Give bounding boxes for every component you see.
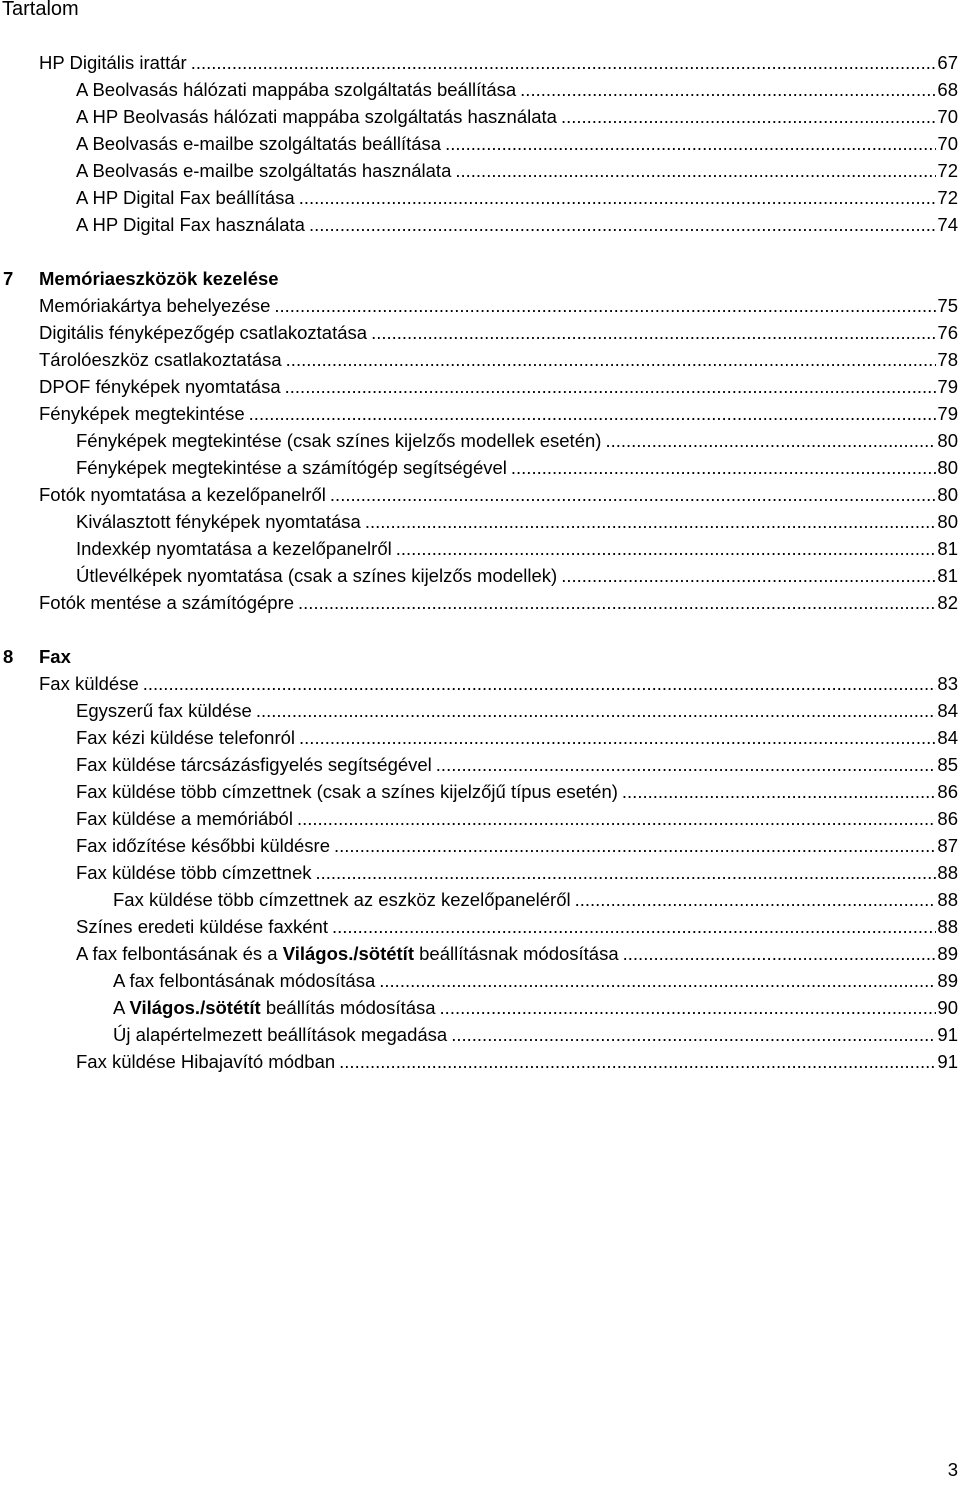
toc-entry-page: 72: [937, 160, 958, 181]
toc-entry[interactable]: [0, 427, 960, 454]
toc-entry-title: Fax küldése több címzettnek: [76, 862, 312, 883]
toc-entry-page: 70: [937, 133, 958, 154]
dot-leader: [332, 913, 936, 940]
toc-entry-title: Fényképek megtekintése: [39, 403, 245, 424]
dot-leader: [622, 778, 937, 805]
toc-entry-title: Útlevélképek nyomtatása (csak a színes kijelzős modellek): [76, 565, 558, 586]
toc-entry-title: Fényképek megtekintése a számítógép segítségével: [76, 457, 507, 478]
dot-leader: [249, 400, 937, 427]
chapter-number: 8: [3, 646, 14, 667]
toc-entry-page: 82: [937, 592, 958, 613]
toc-chapter-heading[interactable]: [0, 265, 960, 292]
toc-entry[interactable]: [0, 886, 960, 913]
chapter-title: Fax: [39, 646, 71, 667]
toc-entry[interactable]: [0, 76, 960, 103]
toc-entry-title-bold-part: Világos./sötétít: [282, 943, 414, 964]
toc-entry-page: 67: [937, 52, 958, 73]
dot-leader: [297, 805, 936, 832]
toc-entry-page: 89: [937, 970, 958, 991]
toc-entry-title: Egyszerű fax küldése: [76, 700, 252, 721]
toc-entry-title: A fax felbontásának módosítása: [113, 970, 376, 991]
toc-entry-page: 86: [937, 808, 958, 829]
toc-entry-title: Új alapértelmezett beállítások megadása: [113, 1024, 448, 1045]
toc-entry-title: Fotók nyomtatása a kezelőpanelről: [39, 484, 326, 505]
toc-entry-title: Fax küldése Hibajavító módban: [76, 1051, 336, 1072]
toc-entry[interactable]: [0, 805, 960, 832]
toc-entry-title: Fax küldése a memóriából: [76, 808, 293, 829]
toc-entry-page: 91: [937, 1024, 958, 1045]
toc-entry[interactable]: [0, 373, 960, 400]
dot-leader: [440, 994, 937, 1021]
dot-leader: [396, 535, 937, 562]
page-number: 3: [947, 1459, 958, 1480]
dot-leader: [256, 697, 937, 724]
toc-entry-page: 68: [937, 79, 958, 100]
toc-entry-title: [113, 994, 436, 1021]
dot-leader: [605, 427, 936, 454]
toc-entry-page: 80: [937, 430, 958, 451]
dot-leader: [520, 76, 936, 103]
toc-entry-page: 90: [937, 997, 958, 1018]
dot-leader: [511, 454, 937, 481]
dot-leader: [575, 886, 937, 913]
toc-entry-title: Fax kézi küldése telefonról: [76, 727, 296, 748]
toc-entry[interactable]: [0, 211, 960, 238]
toc-entry-page: 80: [937, 484, 958, 505]
toc-entry-page: 76: [937, 322, 958, 343]
toc-entry[interactable]: [0, 913, 960, 940]
dot-leader: [299, 184, 937, 211]
toc-entry[interactable]: [0, 319, 960, 346]
toc-spacer: [0, 616, 960, 643]
toc-entry-title: [76, 940, 619, 967]
toc-entry-page: 81: [937, 538, 958, 559]
toc-entry-title: A HP Digital Fax használata: [76, 214, 305, 235]
dot-leader: [191, 49, 937, 76]
dot-leader: [561, 103, 936, 130]
dot-leader: [334, 832, 936, 859]
toc-entry-page: 88: [937, 862, 958, 883]
page-header-title: Tartalom: [2, 0, 79, 20]
chapter-number: 7: [3, 268, 14, 289]
toc-spacer: [0, 238, 960, 265]
toc-entry-title: A HP Beolvasás hálózati mappába szolgáltatás használata: [76, 106, 557, 127]
toc-entry-title-part: A: [113, 997, 130, 1018]
toc-entry[interactable]: [0, 157, 960, 184]
toc-chapter-heading[interactable]: [0, 643, 960, 670]
toc-entry[interactable]: [0, 184, 960, 211]
toc-entry-title-part: beállításnak módosítása: [413, 943, 619, 964]
dot-leader: [143, 670, 937, 697]
dot-leader: [455, 157, 936, 184]
toc-entry-title: A Beolvasás e-mailbe szolgáltatás használata: [76, 160, 452, 181]
toc-entry-page: 80: [937, 457, 958, 478]
toc-entry-title: Színes eredeti küldése faxként: [76, 916, 328, 937]
toc-entry[interactable]: [0, 562, 960, 589]
toc-entry[interactable]: [0, 346, 960, 373]
toc-entry[interactable]: [0, 670, 960, 697]
toc-entry-page: 74: [937, 214, 958, 235]
toc-entry-page: 86: [937, 781, 958, 802]
toc-entry-title: A Beolvasás hálózati mappába szolgáltatás beállítása: [76, 79, 517, 100]
toc-entry[interactable]: [0, 535, 960, 562]
table-of-contents: [0, 49, 960, 1075]
dot-leader: [298, 589, 936, 616]
toc-entry-page: 72: [937, 187, 958, 208]
toc-entry[interactable]: [0, 589, 960, 616]
toc-entry[interactable]: [0, 940, 960, 967]
toc-entry-page: 70: [937, 106, 958, 127]
toc-entry-title-part: A fax felbontásának és a: [76, 943, 283, 964]
toc-entry[interactable]: [0, 400, 960, 427]
toc-entry[interactable]: [0, 292, 960, 319]
toc-entry-page: 81: [937, 565, 958, 586]
toc-entry[interactable]: [0, 859, 960, 886]
dot-leader: [299, 724, 936, 751]
toc-entry[interactable]: [0, 103, 960, 130]
toc-entry-page: 84: [937, 700, 958, 721]
dot-leader: [436, 751, 937, 778]
dot-leader: [623, 940, 937, 967]
dot-leader: [339, 1048, 936, 1075]
toc-entry-page: 83: [937, 673, 958, 694]
toc-entry[interactable]: [0, 994, 960, 1021]
toc-entry-title: A HP Digital Fax beállítása: [76, 187, 295, 208]
toc-entry[interactable]: [0, 832, 960, 859]
toc-entry[interactable]: [0, 724, 960, 751]
toc-entry[interactable]: [0, 508, 960, 535]
toc-entry-title: HP Digitális irattár: [39, 52, 187, 73]
toc-entry-title: DPOF fényképek nyomtatása: [39, 376, 281, 397]
toc-entry[interactable]: [0, 1021, 960, 1048]
toc-entry-title: Fax küldése tárcsázásfigyelés segítségével: [76, 754, 432, 775]
dot-leader: [561, 562, 936, 589]
toc-entry-page: 80: [937, 511, 958, 532]
toc-entry-page: 88: [937, 889, 958, 910]
dot-leader: [330, 481, 937, 508]
toc-entry-page: 87: [937, 835, 958, 856]
dot-leader: [309, 211, 936, 238]
dot-leader: [274, 292, 936, 319]
dot-leader: [285, 373, 937, 400]
toc-entry-page: 78: [937, 349, 958, 370]
toc-entry-page: 84: [937, 727, 958, 748]
dot-leader: [315, 859, 936, 886]
toc-entry-title: Fax időzítése későbbi küldésre: [76, 835, 330, 856]
dot-leader: [451, 1021, 936, 1048]
toc-entry-title: Tárolóeszköz csatlakoztatása: [39, 349, 282, 370]
dot-leader: [445, 130, 936, 157]
dot-leader: [286, 346, 937, 373]
toc-entry[interactable]: [0, 778, 960, 805]
toc-entry-title-part: beállítás módosítása: [260, 997, 436, 1018]
toc-entry-page: 75: [937, 295, 958, 316]
dot-leader: [371, 319, 936, 346]
toc-entry[interactable]: [0, 481, 960, 508]
dot-leader: [379, 967, 936, 994]
chapter-title: Memóriaeszközök kezelése: [39, 268, 279, 289]
toc-entry-title: Fényképek megtekintése (csak színes kijelzős modellek esetén): [76, 430, 602, 451]
toc-entry-title: Fotók mentése a számítógépre: [39, 592, 295, 613]
toc-entry-title-bold-part: Világos./sötétít: [129, 997, 261, 1018]
toc-entry[interactable]: [0, 130, 960, 157]
toc-entry[interactable]: [0, 454, 960, 481]
toc-entry-title: Fax küldése több címzettnek az eszköz kezelőpaneléről: [113, 889, 571, 910]
toc-entry-title: Kiválasztott fényképek nyomtatása: [76, 511, 361, 532]
toc-entry-title: Memóriakártya behelyezése: [39, 295, 271, 316]
toc-entry[interactable]: [0, 967, 960, 994]
toc-entry[interactable]: [0, 751, 960, 778]
toc-entry-page: 79: [937, 403, 958, 424]
toc-entry[interactable]: [0, 1048, 960, 1075]
dot-leader: [365, 508, 937, 535]
toc-entry-page: 79: [937, 376, 958, 397]
toc-entry-title: Fax küldése több címzettnek (csak a színes kijelzőjű típus esetén): [76, 781, 618, 802]
toc-entry[interactable]: [0, 49, 960, 76]
toc-entry-page: 91: [937, 1051, 958, 1072]
toc-entry-page: 89: [937, 943, 958, 964]
toc-entry-title: Indexkép nyomtatása a kezelőpanelről: [76, 538, 392, 559]
toc-entry-page: 85: [937, 754, 958, 775]
toc-entry-title: Fax küldése: [39, 673, 139, 694]
toc-entry[interactable]: [0, 697, 960, 724]
toc-entry-page: 88: [937, 916, 958, 937]
toc-entry-title: A Beolvasás e-mailbe szolgáltatás beállítása: [76, 133, 442, 154]
toc-entry-title: Digitális fényképezőgép csatlakoztatása: [39, 322, 368, 343]
